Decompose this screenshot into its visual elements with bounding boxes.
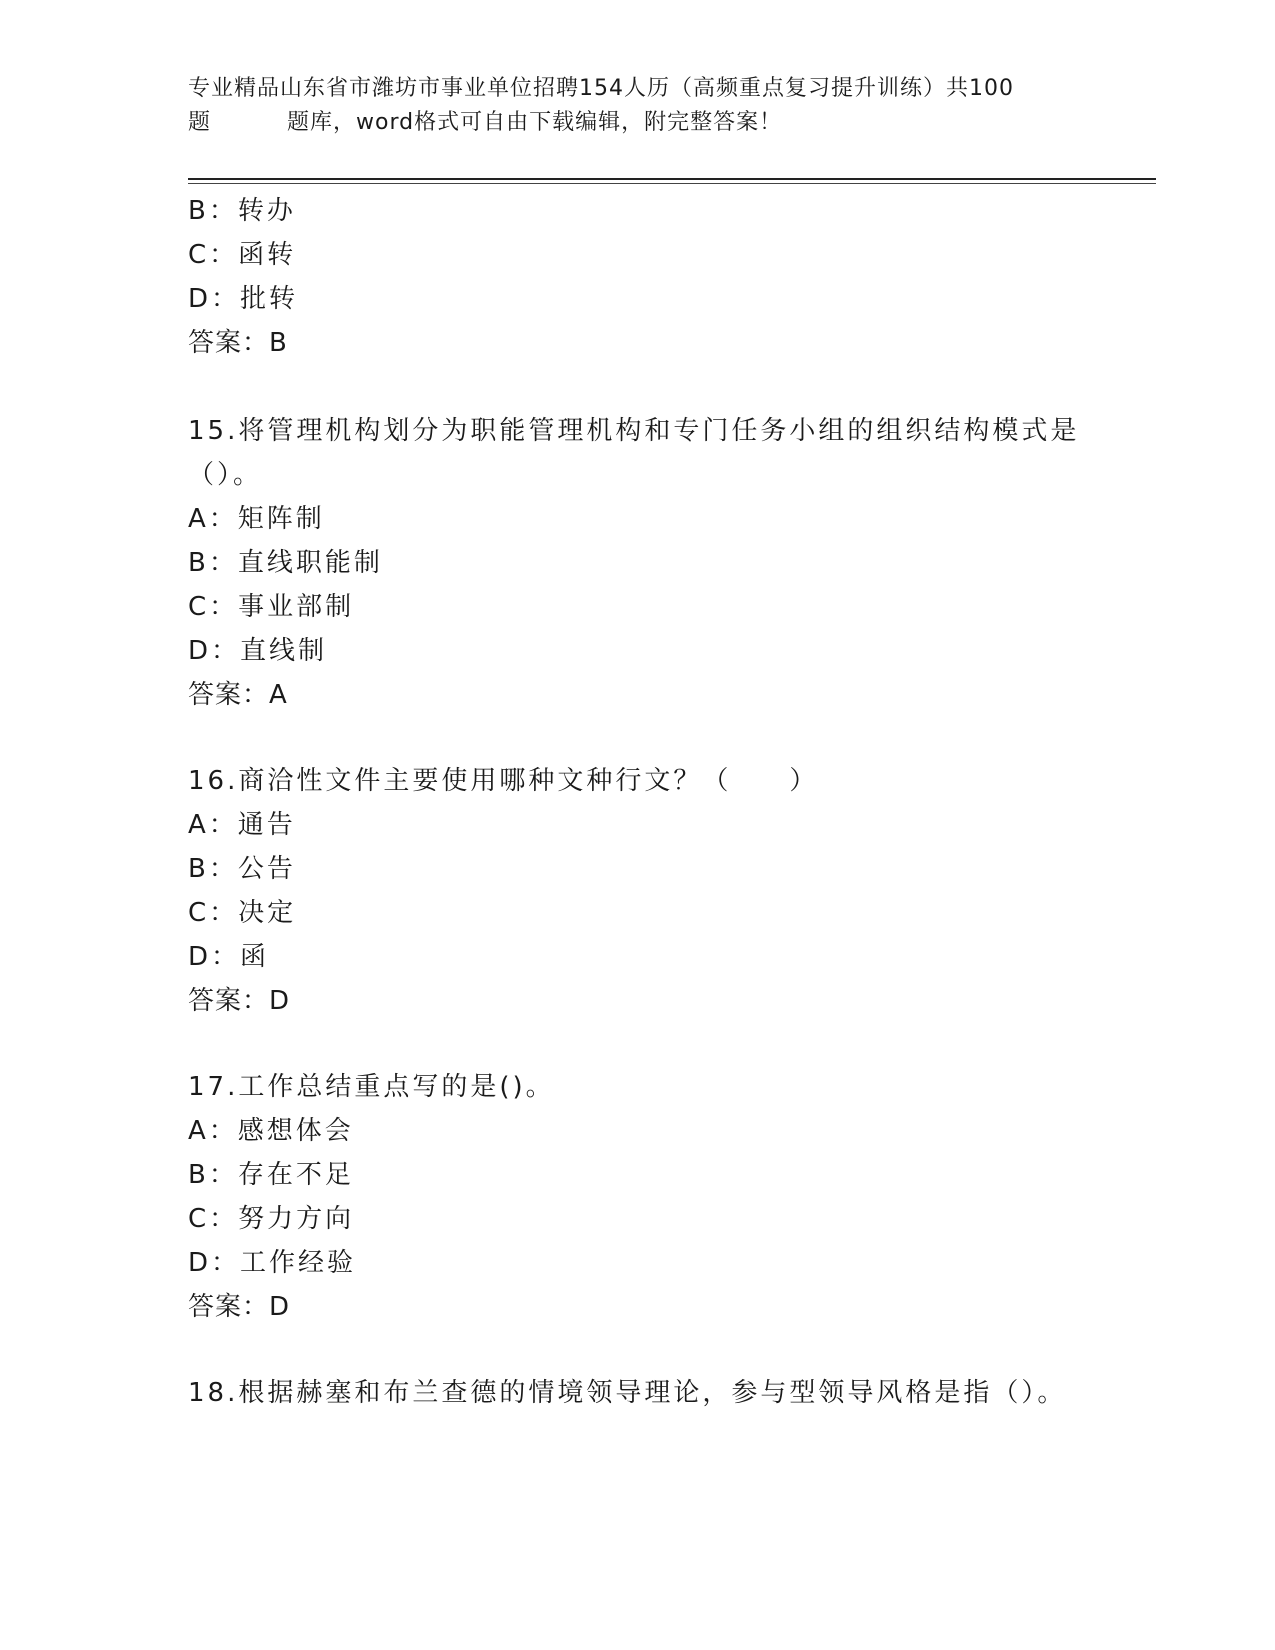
- header-title-line2: [188, 106, 1088, 140]
- question-16-option-a: A：通告: [188, 810, 296, 840]
- header-title-line2-start: 题: [188, 110, 212, 135]
- option-d: D：批转: [188, 284, 299, 314]
- question-18-stem: 18.根据赫塞和布兰查德的情境领导理论，参与型领导风格是指（）。: [188, 1378, 1067, 1408]
- question-15-option-d: D：直线制: [188, 636, 328, 666]
- question-15-option-c: C：事业部制: [188, 592, 355, 622]
- question-17-option-a: A：感想体会: [188, 1116, 354, 1146]
- question-15-stem-cont: （）。: [188, 460, 263, 490]
- question-16-option-d: D：函: [188, 942, 270, 972]
- question-16-answer: 答案：D: [188, 986, 291, 1016]
- header-rule-thick: [188, 178, 1156, 180]
- answer-label: 答案：B: [188, 328, 288, 358]
- header-rule-thin: [188, 183, 1156, 184]
- header-title-line2-rest: 题库，word格式可自由下载编辑，附完整答案！: [287, 110, 783, 135]
- option-b: B：转办: [188, 196, 296, 226]
- question-15-option-a: A：矩阵制: [188, 504, 325, 534]
- question-15-option-b: B：直线职能制: [188, 548, 383, 578]
- header-title-line1: 专业精品山东省市潍坊市事业单位招聘154人历（高频重点复习提升训练）共100: [188, 76, 1014, 101]
- question-17-stem: 17.工作总结重点写的是()。: [188, 1072, 555, 1102]
- question-17-option-b: B：存在不足: [188, 1160, 354, 1190]
- question-17-option-d: D：工作经验: [188, 1248, 357, 1278]
- question-15-stem: 15.将管理机构划分为职能管理机构和专门任务小组的组织结构模式是: [188, 416, 1080, 446]
- question-17-answer: 答案：D: [188, 1292, 291, 1322]
- question-16-stem: 16.商洽性文件主要使用哪种文种行文？（ ）: [188, 766, 819, 796]
- question-16-option-b: B：公告: [188, 854, 296, 884]
- option-c: C：函转: [188, 240, 297, 270]
- document-header: [188, 72, 1088, 140]
- question-15-answer: 答案：A: [188, 680, 288, 710]
- question-16-option-c: C：决定: [188, 898, 297, 928]
- question-17-option-c: C：努力方向: [188, 1204, 355, 1234]
